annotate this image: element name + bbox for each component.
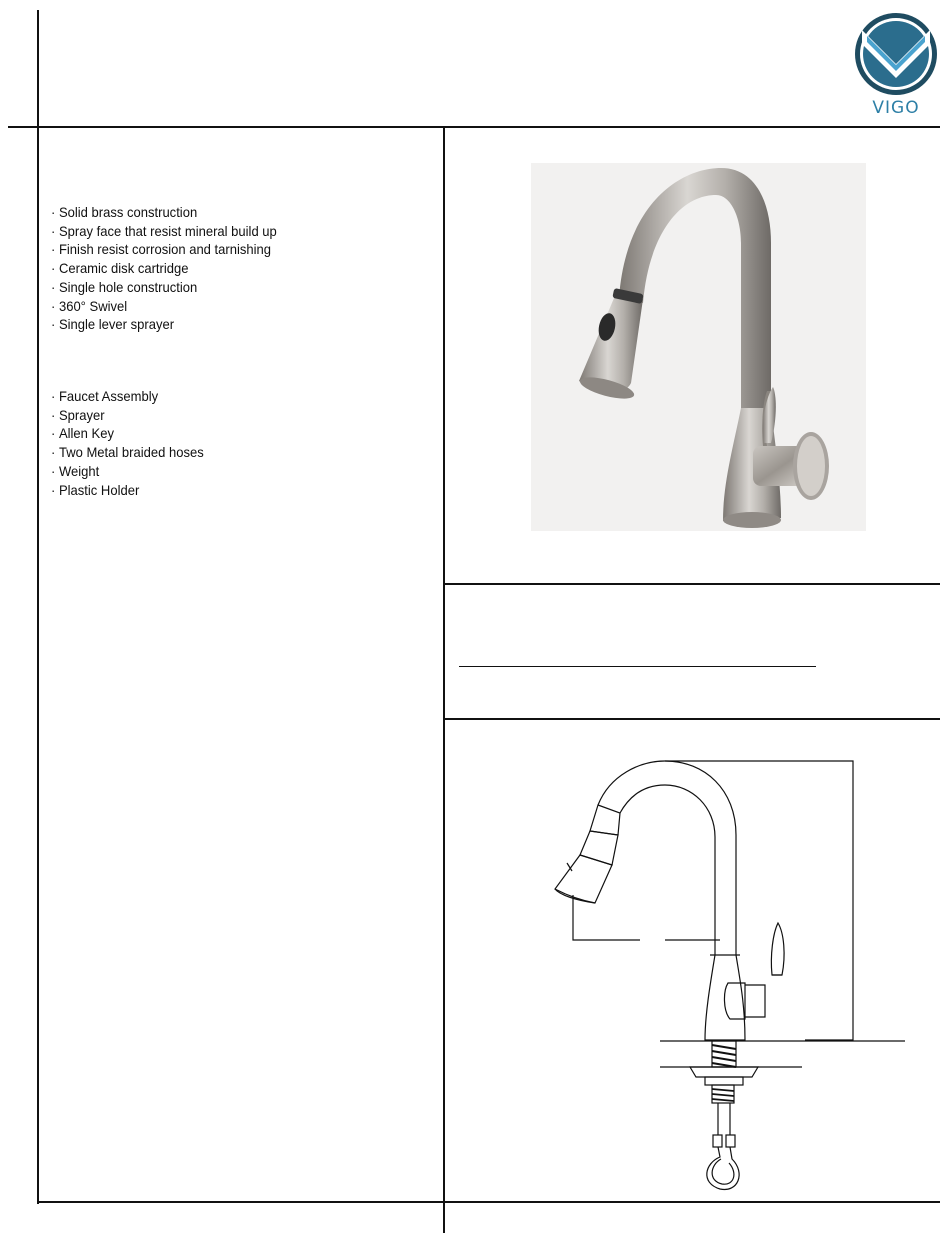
list-item: · Sprayer bbox=[51, 406, 204, 425]
list-item: · Spray face that resist mineral build up bbox=[51, 222, 277, 241]
list-item: · Allen Key bbox=[51, 424, 204, 443]
photo-bottom-divider bbox=[444, 583, 940, 585]
list-item: · Solid brass construction bbox=[51, 203, 277, 222]
signature-line bbox=[459, 666, 816, 667]
drawing-top-divider bbox=[444, 718, 940, 720]
list-item: · Finish resist corrosion and tarnishing bbox=[51, 240, 277, 259]
technical-drawing bbox=[540, 755, 920, 1195]
product-photo bbox=[531, 163, 866, 531]
list-item: · Single hole construction bbox=[51, 278, 277, 297]
faucet-drawing-icon bbox=[540, 755, 920, 1195]
included-items-list bbox=[51, 387, 204, 499]
header-divider bbox=[8, 126, 940, 128]
left-vertical-rule bbox=[37, 10, 39, 1204]
logo-text: VIGO bbox=[872, 98, 920, 118]
list-item: · Weight bbox=[51, 462, 204, 481]
center-vertical-rule bbox=[443, 127, 445, 1233]
vigo-logo-icon bbox=[852, 12, 940, 100]
vigo-logo bbox=[852, 12, 940, 117]
list-item: · Two Metal braided hoses bbox=[51, 443, 204, 462]
footer-divider bbox=[37, 1201, 940, 1203]
list-item: · Single lever sprayer bbox=[51, 315, 277, 334]
list-item: · Plastic Holder bbox=[51, 481, 204, 500]
faucet-photo-icon bbox=[531, 163, 866, 531]
list-item: · 360° Swivel bbox=[51, 297, 277, 316]
list-item: · Ceramic disk cartridge bbox=[51, 259, 277, 278]
features-list bbox=[51, 203, 277, 334]
list-item: · Faucet Assembly bbox=[51, 387, 204, 406]
